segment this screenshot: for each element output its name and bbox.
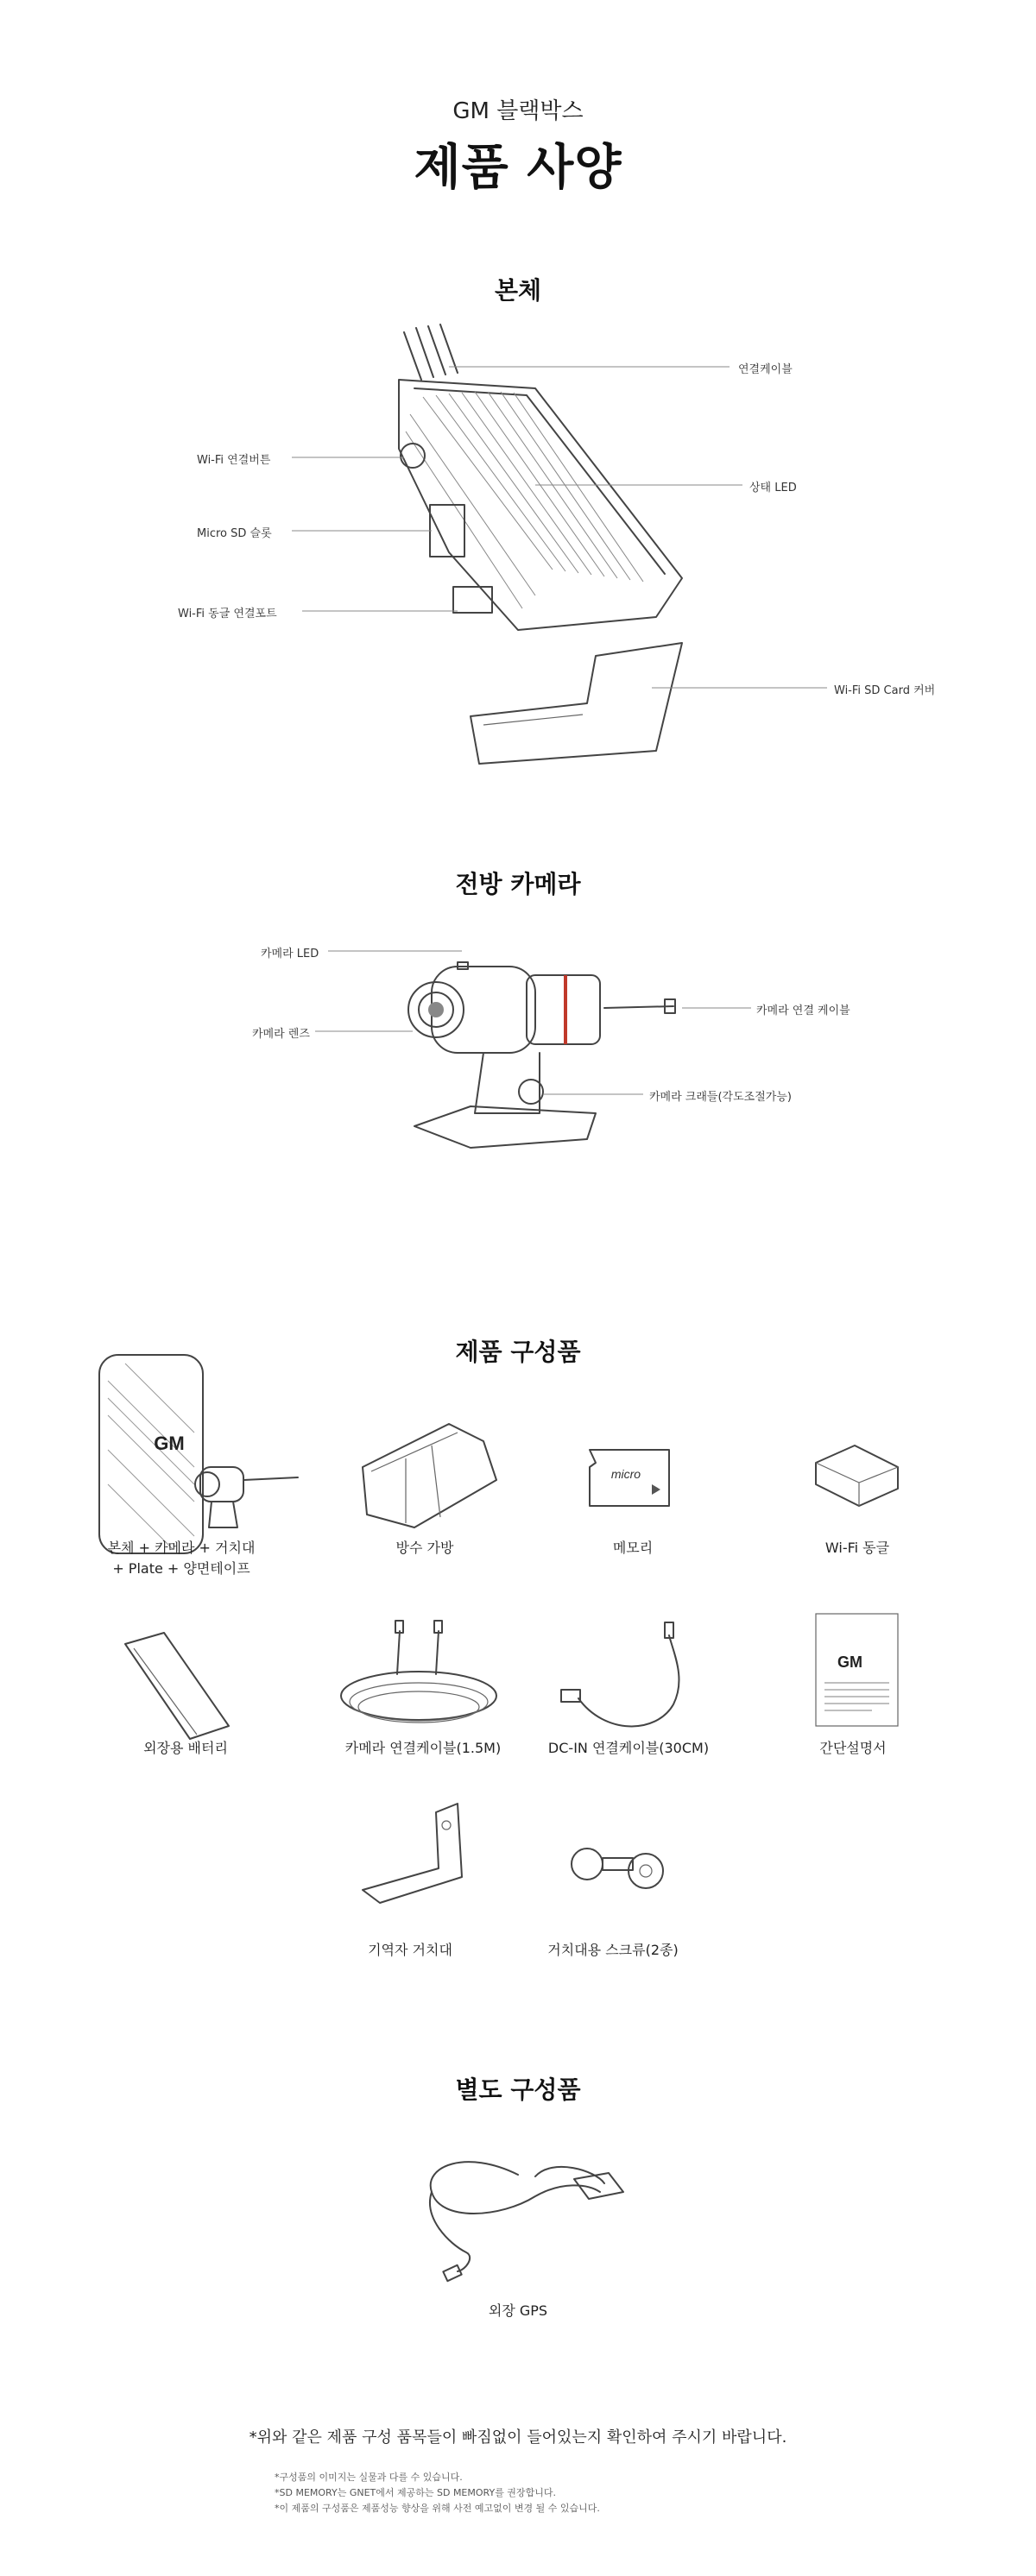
component-memory-label: 메모리 [612, 1540, 654, 1556]
component-bracket-label: 기역자 거치대 [368, 1942, 452, 1958]
callout-camera-cable: 카메라 연결 케이블 [756, 1005, 850, 1017]
component-set-label-line2: + Plate + 양면테이프 [112, 1560, 250, 1577]
section-title-body: 본체 [494, 276, 542, 305]
callout-status-led: 상태 LED [749, 482, 797, 494]
callout-sd-cover: Wi-Fi SD Card 커버 [834, 684, 936, 697]
callout-wifi-dongle-port: Wi-Fi 동글 연결포트 [178, 608, 277, 620]
footer-note-3: *이 제품의 구성품은 제품성능 향상을 위해 사전 예고없이 변경 될 수 있습니다. [275, 2503, 600, 2514]
set-logo-text: GM [154, 1433, 185, 1454]
component-dongle-label: Wi-Fi 동글 [824, 1540, 890, 1556]
manual-logo-text: GM [837, 1653, 862, 1671]
callout-camera-led: 카메라 LED [261, 948, 319, 960]
component-set-label-line1: 본체 + 카메라 + 거치대 [107, 1540, 256, 1556]
section-title-front-camera: 전방 카메라 [455, 870, 581, 898]
page-subtitle: GM 블랙박스 [452, 98, 584, 124]
optional-gps-label: 외장 GPS [488, 2302, 548, 2319]
component-camera-cable-label: 카메라 연결케이블(1.5M) [344, 1740, 502, 1756]
callout-camera-lens: 카메라 렌즈 [252, 1028, 310, 1041]
footer-note-2: *SD MEMORY는 GNET에서 제공하는 SD MEMORY를 권장합니다. [275, 2487, 556, 2498]
component-battery-label: 외장용 배터리 [143, 1740, 228, 1756]
page-title: 제품 사양 [414, 140, 622, 196]
component-dc-cable-label: DC-IN 연결케이블(30CM) [547, 1740, 710, 1756]
callout-camera-cradle: 카메라 크래들(각도조절가능) [649, 1091, 792, 1104]
footer-note-1: *구성품의 이미지는 실물과 다를 수 있습니다. [275, 2472, 463, 2483]
callout-wifi-button: Wi-Fi 연결버튼 [197, 454, 271, 467]
callout-micro-sd: Micro SD 슬롯 [197, 527, 272, 540]
component-screws-label: 거치대용 스크류(2종) [547, 1942, 679, 1958]
footer-main-notice: *위와 같은 제품 구성 품목들이 빠짐없이 들어있는지 확인하여 주시기 바랍니다. [249, 2428, 787, 2447]
section-title-components: 제품 구성품 [455, 1338, 581, 1366]
callout-cable: 연결케이블 [738, 363, 793, 376]
section-title-optional: 별도 구성품 [455, 2075, 581, 2104]
gps-drawing [430, 2162, 623, 2281]
component-manual-label: 간단설명서 [819, 1740, 887, 1756]
memory-logo-text: micro [610, 1467, 641, 1481]
component-case-label: 방수 가방 [395, 1540, 454, 1556]
